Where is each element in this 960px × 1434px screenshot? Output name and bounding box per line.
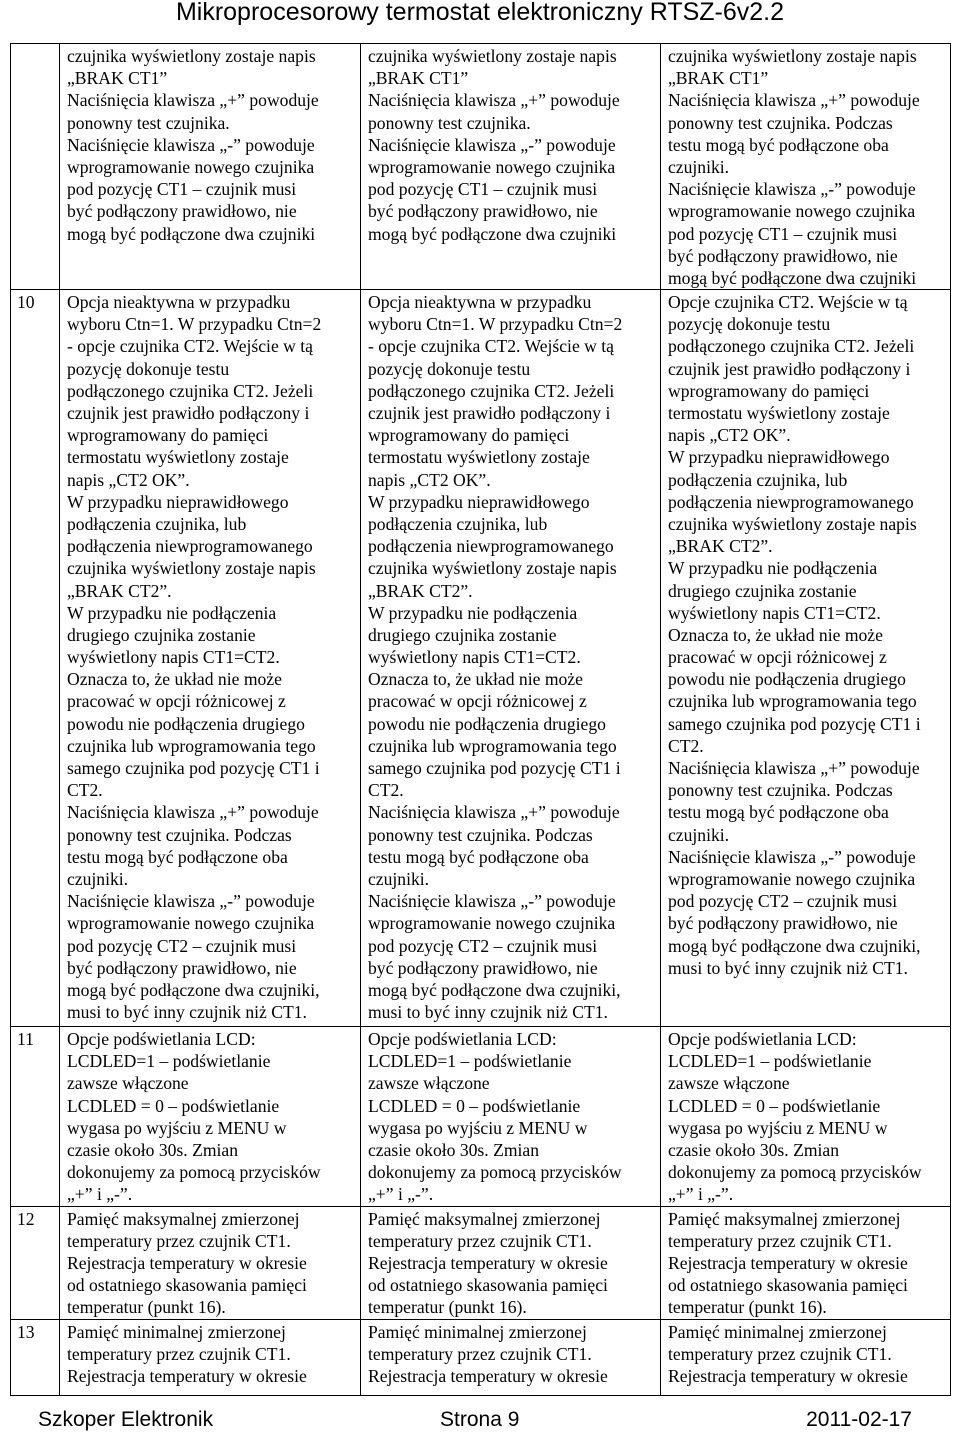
- text-line: temperatury przez czujnik CT1.: [368, 1343, 592, 1364]
- text-line: czujniki.: [368, 868, 430, 889]
- text-line: od ostatniego skasowania pamięci: [368, 1275, 608, 1296]
- text-line: temperatury przez czujnik CT1.: [67, 1230, 291, 1251]
- text-line: zawsze włączone: [67, 1073, 189, 1094]
- text-line: temperatur (punkt 16).: [67, 1297, 226, 1318]
- text-line: czujnika lub wprogramowania tego: [368, 735, 617, 756]
- table-row: [11, 290, 951, 1027]
- text-line: Rejestracja temperatury w okresie: [668, 1365, 908, 1386]
- text-line: LCDLED=1 – podświetlanie: [67, 1051, 271, 1072]
- table-cell-col1: [60, 44, 361, 290]
- text-line: czujnika wyświetlony zostaje napis: [368, 558, 617, 579]
- options-table: [10, 43, 951, 1396]
- text-line: W przypadku nieprawidłowego: [67, 491, 289, 512]
- text-line: musi to być inny czujnik niż CT1.: [668, 957, 908, 978]
- text-line: „+” i „-”.: [668, 1184, 734, 1205]
- table-cell-col2: [361, 1027, 661, 1207]
- text-line: wyświetlony napis CT1=CT2.: [668, 602, 881, 623]
- text-line: czujniki.: [668, 156, 730, 177]
- text-line: LCDLED=1 – podświetlanie: [368, 1051, 572, 1072]
- text-line: Naciśnięcie klawisza „-” powoduje: [368, 891, 616, 912]
- text-line: powodu nie podłączenia drugiego: [67, 713, 305, 734]
- text-line: LCDLED=1 – podświetlanie: [668, 1051, 872, 1072]
- text-line: testu mogą być podłączone oba: [67, 846, 288, 867]
- table-cell-col3: [661, 44, 951, 290]
- text-line: termostatu wyświetlony zostaje: [67, 447, 289, 468]
- row-number: 10: [11, 290, 60, 1027]
- text-line: Rejestracja temperatury w okresie: [368, 1252, 608, 1273]
- text-line: wyboru Ctn=1. W przypadku Ctn=2: [67, 314, 322, 335]
- text-line: „BRAK CT2”.: [368, 580, 473, 601]
- text-line: podłączonego czujnika CT2. Jeżeli: [368, 380, 615, 401]
- text-line: czujnika lub wprogramowania tego: [668, 691, 917, 712]
- text-line: czujnika lub wprogramowania tego: [67, 735, 316, 756]
- text-line: Naciśnięcia klawisza „+” powoduje: [368, 802, 620, 823]
- text-line: wygasa po wyjściu z MENU w: [368, 1117, 588, 1138]
- text-line: samego czujnika pod pozycję CT1 i: [368, 758, 621, 778]
- text-line: wygasa po wyjściu z MENU w: [67, 1117, 287, 1138]
- text-line: czasie około 30s. Zmian: [368, 1140, 540, 1160]
- text-line: podłączenia czujnika, lub: [67, 513, 247, 534]
- footer-date: 2011-02-17: [806, 1408, 912, 1431]
- text-line: czasie około 30s. Zmian: [668, 1140, 840, 1160]
- text-line: Opcje podświetlania LCD:: [368, 1029, 557, 1050]
- text-line: ponowny test czujnika.: [368, 112, 531, 133]
- text-line: temperatury przez czujnik CT1.: [668, 1230, 892, 1251]
- text-line: mogą być podłączone dwa czujniki,: [67, 979, 320, 1000]
- table-cell-col2: [361, 1206, 661, 1319]
- text-line: pod pozycję CT1 – czujnik musi: [368, 179, 598, 200]
- text-line: Oznacza to, że układ nie może: [67, 669, 282, 690]
- text-line: W przypadku nie podłączenia: [668, 558, 878, 579]
- text-line: Oznacza to, że układ nie może: [368, 669, 583, 690]
- text-line: pod pozycję CT2 – czujnik musi: [668, 891, 898, 912]
- table-cell-col3: [661, 1027, 951, 1207]
- text-line: CT2.: [668, 735, 704, 756]
- text-line: Rejestracja temperatury w okresie: [368, 1365, 608, 1386]
- text-line: samego czujnika pod pozycję CT1 i: [67, 758, 320, 778]
- text-line: Naciśnięcie klawisza „-” powoduje: [67, 891, 315, 912]
- text-line: wygasa po wyjściu z MENU w: [668, 1117, 888, 1138]
- text-line: czujniki.: [668, 824, 730, 845]
- text-line: „BRAK CT2”.: [668, 536, 773, 557]
- table-cell-col2: [361, 1319, 661, 1395]
- text-line: termostatu wyświetlony zostaje: [668, 403, 890, 423]
- text-line: wprogramowanie nowego czujnika: [67, 913, 315, 934]
- text-line: temperatury przez czujnik CT1.: [67, 1343, 291, 1364]
- text-line: podłączenia niewprogramowanego: [368, 536, 614, 557]
- text-line: od ostatniego skasowania pamięci: [668, 1275, 908, 1296]
- text-line: zawsze włączone: [668, 1073, 790, 1094]
- text-line: podłączenia niewprogramowanego: [668, 491, 914, 512]
- text-line: „+” i „-”.: [67, 1184, 133, 1205]
- text-line: ponowny test czujnika. Podczas: [668, 112, 893, 133]
- text-line: W przypadku nie podłączenia: [67, 602, 277, 623]
- text-line: Opcja nieaktywna w przypadku: [67, 292, 291, 313]
- text-line: zawsze włączone: [368, 1073, 490, 1094]
- text-line: czujnika wyświetlony zostaje napis: [368, 46, 617, 66]
- text-line: drugiego czujnika zostanie: [668, 580, 857, 601]
- text-line: CT2.: [67, 780, 103, 801]
- text-line: Naciśnięcia klawisza „+” powoduje: [368, 90, 620, 111]
- text-line: pozycję dokonuje testu: [368, 358, 531, 379]
- text-line: być podłączony prawidłowo, nie: [67, 201, 297, 222]
- text-line: być podłączony prawidłowo, nie: [668, 913, 898, 934]
- text-line: termostatu wyświetlony zostaje: [368, 447, 590, 468]
- text-line: Pamięć minimalnej zmierzonej: [368, 1321, 587, 1342]
- text-line: W przypadku nie podłączenia: [368, 602, 578, 623]
- text-line: Opcje czujnika CT2. Wejście w tą: [668, 292, 908, 313]
- text-line: testu mogą być podłączone oba: [668, 802, 889, 823]
- text-line: „BRAK CT1”: [668, 68, 769, 89]
- text-line: Rejestracja temperatury w okresie: [668, 1252, 908, 1273]
- footer-page-number: Strona 9: [440, 1408, 520, 1431]
- text-line: mogą być podłączone dwa czujniki: [668, 267, 917, 288]
- text-line: wprogramowany do pamięci: [668, 380, 870, 401]
- table-cell-col1: [60, 1319, 361, 1395]
- row-number: 11: [11, 1027, 60, 1207]
- text-line: mogą być podłączone dwa czujniki,: [368, 979, 621, 1000]
- text-line: podłączenia niewprogramowanego: [67, 536, 313, 557]
- text-line: CT2.: [368, 780, 404, 801]
- table-cell-col2: [361, 44, 661, 290]
- text-line: LCDLED = 0 – podświetlanie: [67, 1095, 280, 1116]
- text-line: testu mogą być podłączone oba: [668, 134, 889, 155]
- text-line: Pamięć minimalnej zmierzonej: [67, 1321, 286, 1342]
- text-line: LCDLED = 0 – podświetlanie: [668, 1095, 881, 1116]
- text-line: „BRAK CT2”.: [67, 580, 172, 601]
- text-line: musi to być inny czujnik niż CT1.: [67, 1002, 307, 1023]
- text-line: podłączonego czujnika CT2. Jeżeli: [668, 336, 915, 357]
- text-line: mogą być podłączone dwa czujniki,: [668, 935, 921, 956]
- text-line: drugiego czujnika zostanie: [368, 624, 557, 645]
- text-line: „+” i „-”.: [368, 1184, 434, 1205]
- text-line: - opcje czujnika CT2. Wejście w tą: [67, 336, 313, 357]
- text-line: temperatury przez czujnik CT1.: [368, 1230, 592, 1251]
- text-line: wprogramowanie nowego czujnika: [368, 913, 616, 934]
- text-line: wprogramowanie nowego czujnika: [668, 868, 916, 889]
- text-line: pod pozycję CT1 – czujnik musi: [67, 179, 297, 200]
- text-line: pod pozycję CT2 – czujnik musi: [368, 935, 598, 956]
- text-line: pod pozycję CT1 – czujnik musi: [668, 223, 898, 244]
- text-line: być podłączony prawidłowo, nie: [668, 245, 898, 266]
- text-line: Naciśnięcia klawisza „+” powoduje: [67, 90, 319, 111]
- text-line: wyboru Ctn=1. W przypadku Ctn=2: [368, 314, 623, 335]
- text-line: od ostatniego skasowania pamięci: [67, 1275, 307, 1296]
- text-line: „BRAK CT1”: [368, 68, 469, 89]
- text-line: Naciśnięcie klawisza „-” powoduje: [67, 134, 315, 155]
- row-number: [11, 44, 60, 290]
- table-cell-col3: [661, 290, 951, 1027]
- text-line: pracować w opcji różnicowej z: [67, 691, 286, 712]
- table-cell-col2: [361, 290, 661, 1027]
- table-cell-col3: [661, 1319, 951, 1395]
- text-line: czujnika wyświetlony zostaje napis: [67, 558, 316, 579]
- text-line: dokonujemy za pomocą przycisków: [668, 1162, 922, 1183]
- text-line: „BRAK CT1”: [67, 68, 168, 89]
- text-line: ponowny test czujnika.: [67, 112, 230, 133]
- table-cell-col1: [60, 1027, 361, 1207]
- text-line: Rejestracja temperatury w okresie: [67, 1365, 307, 1386]
- text-line: ponowny test czujnika. Podczas: [368, 824, 593, 845]
- text-line: czujnika wyświetlony zostaje napis: [668, 513, 917, 534]
- text-line: Oznacza to, że układ nie może: [668, 624, 883, 645]
- text-line: ponowny test czujnika. Podczas: [67, 824, 292, 845]
- text-line: Pamięć minimalnej zmierzonej: [668, 1321, 887, 1342]
- text-line: Naciśnięcie klawisza „-” powoduje: [668, 846, 916, 867]
- text-line: pozycję dokonuje testu: [668, 314, 831, 335]
- text-line: Naciśnięcia klawisza „+” powoduje: [668, 90, 920, 111]
- text-line: powodu nie podłączenia drugiego: [668, 669, 906, 690]
- text-line: Opcje podświetlania LCD:: [668, 1029, 857, 1050]
- text-line: musi to być inny czujnik niż CT1.: [368, 1002, 608, 1023]
- text-line: testu mogą być podłączone oba: [368, 846, 589, 867]
- text-line: czujnik jest prawidło podłączony i: [67, 403, 310, 423]
- text-line: Pamięć maksymalnej zmierzonej: [368, 1208, 601, 1229]
- text-line: W przypadku nieprawidłowego: [668, 447, 890, 468]
- text-line: Naciśnięcia klawisza „+” powoduje: [67, 802, 319, 823]
- text-line: Opcje podświetlania LCD:: [67, 1029, 256, 1050]
- text-line: wprogramowany do pamięci: [368, 425, 570, 446]
- text-line: Opcja nieaktywna w przypadku: [368, 292, 592, 313]
- table-row: [11, 1319, 951, 1395]
- text-line: LCDLED = 0 – podświetlanie: [368, 1095, 581, 1116]
- text-line: mogą być podłączone dwa czujniki: [67, 223, 316, 244]
- text-line: wprogramowanie nowego czujnika: [368, 156, 616, 177]
- text-line: pod pozycję CT2 – czujnik musi: [67, 935, 297, 956]
- text-line: napis „CT2 OK”.: [368, 469, 491, 490]
- text-line: pracować w opcji różnicowej z: [368, 691, 587, 712]
- table-cell-col3: [661, 1206, 951, 1319]
- text-line: wyświetlony napis CT1=CT2.: [368, 647, 581, 668]
- text-line: podłączenia czujnika, lub: [668, 469, 848, 490]
- text-line: temperatur (punkt 16).: [668, 1297, 827, 1318]
- text-line: temperatury przez czujnik CT1.: [668, 1343, 892, 1364]
- text-line: czasie około 30s. Zmian: [67, 1140, 239, 1160]
- text-line: czujnika wyświetlony zostaje napis: [67, 46, 316, 66]
- text-line: pracować w opcji różnicowej z: [668, 647, 887, 668]
- text-line: pozycję dokonuje testu: [67, 358, 230, 379]
- text-line: być podłączony prawidłowo, nie: [368, 201, 598, 222]
- text-line: podłączonego czujnika CT2. Jeżeli: [67, 380, 314, 401]
- text-line: Rejestracja temperatury w okresie: [67, 1252, 307, 1273]
- text-line: czujnika wyświetlony zostaje napis: [668, 46, 917, 66]
- text-line: W przypadku nieprawidłowego: [368, 491, 590, 512]
- text-line: czujniki.: [67, 868, 129, 889]
- footer-company: Szkoper Elektronik: [38, 1408, 214, 1431]
- text-line: być podłączony prawidłowo, nie: [67, 957, 297, 978]
- text-line: Pamięć maksymalnej zmierzonej: [668, 1208, 901, 1229]
- text-line: napis „CT2 OK”.: [668, 425, 791, 446]
- text-line: temperatur (punkt 16).: [368, 1297, 527, 1318]
- text-line: Naciśnięcie klawisza „-” powoduje: [668, 179, 916, 200]
- text-line: być podłączony prawidłowo, nie: [368, 957, 598, 978]
- text-line: czujnik jest prawidło podłączony i: [368, 403, 611, 423]
- text-line: dokonujemy za pomocą przycisków: [368, 1162, 622, 1183]
- text-line: - opcje czujnika CT2. Wejście w tą: [368, 336, 614, 357]
- text-line: Naciśnięcie klawisza „-” powoduje: [368, 134, 616, 155]
- text-line: Pamięć maksymalnej zmierzonej: [67, 1208, 300, 1229]
- text-line: ponowny test czujnika. Podczas: [668, 780, 893, 801]
- table-row: [11, 1027, 951, 1207]
- text-line: napis „CT2 OK”.: [67, 469, 190, 490]
- text-line: samego czujnika pod pozycję CT1 i: [668, 713, 921, 734]
- text-line: drugiego czujnika zostanie: [67, 624, 256, 645]
- table-cell-col1: [60, 290, 361, 1027]
- row-number: 13: [11, 1319, 60, 1395]
- text-line: czujnik jest prawidło podłączony i: [668, 358, 911, 379]
- table-row: [11, 1206, 951, 1319]
- table-row: [11, 44, 951, 290]
- text-line: powodu nie podłączenia drugiego: [368, 713, 606, 734]
- text-line: wprogramowanie nowego czujnika: [668, 201, 916, 222]
- text-line: wprogramowanie nowego czujnika: [67, 156, 315, 177]
- text-line: Naciśnięcia klawisza „+” powoduje: [668, 758, 920, 778]
- text-line: dokonujemy za pomocą przycisków: [67, 1162, 321, 1183]
- text-line: podłączenia czujnika, lub: [368, 513, 548, 534]
- text-line: mogą być podłączone dwa czujniki: [368, 223, 617, 244]
- row-number: 12: [11, 1206, 60, 1319]
- text-line: wprogramowany do pamięci: [67, 425, 269, 446]
- table-cell-col1: [60, 1206, 361, 1319]
- page-header-title: Mikroprocesorowy termostat elektroniczny RTSZ-6v2.2: [175, 0, 785, 26]
- text-line: wyświetlony napis CT1=CT2.: [67, 647, 280, 668]
